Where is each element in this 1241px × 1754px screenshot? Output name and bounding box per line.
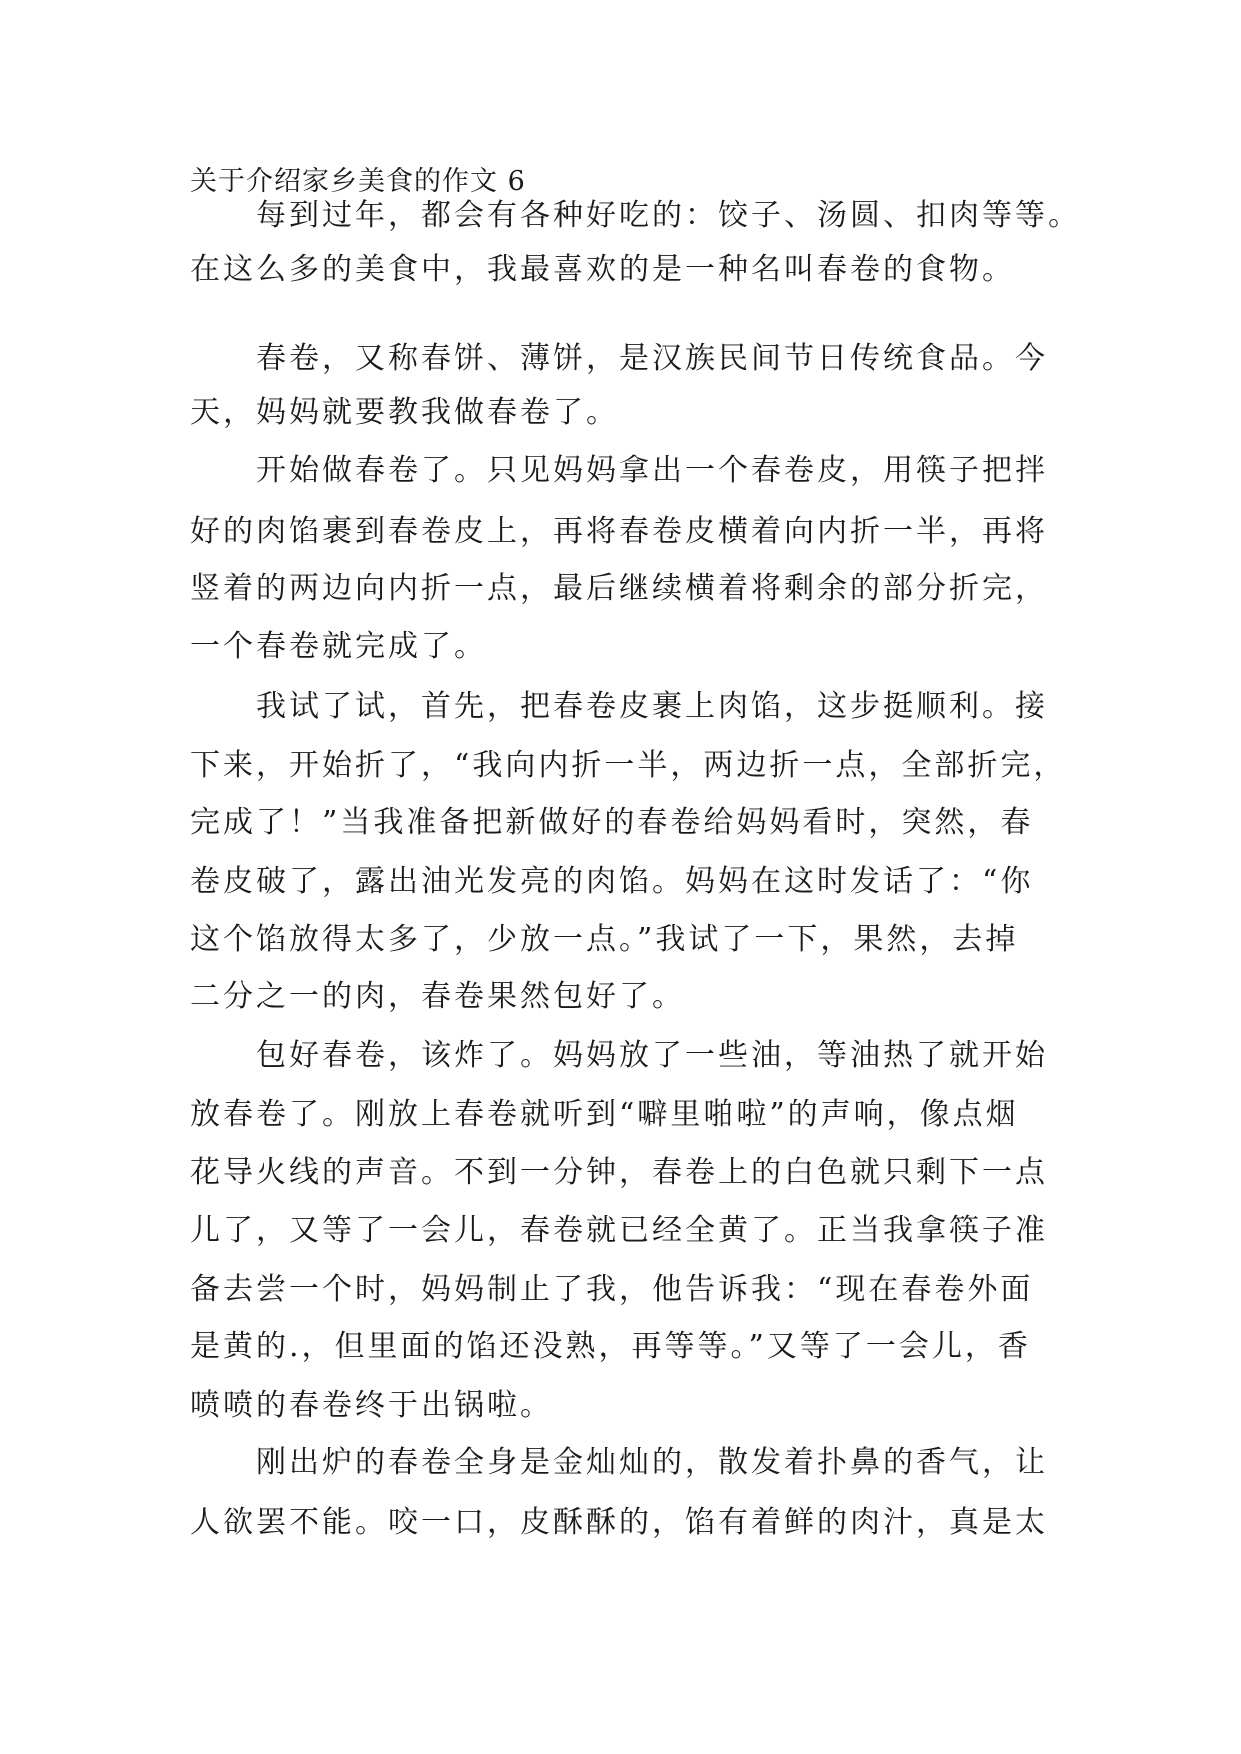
text-line: 好的肉馅裹到春卷皮上，再将春卷皮横着向内折一半，再将 — [190, 514, 1048, 549]
text-line: 人欲罢不能。咬一口，皮酥酥的，馅有着鲜的肉汁，真是太 — [190, 1505, 1048, 1540]
text-line: 包好春卷，该炸了。妈妈放了一些油，等油热了就开始 — [256, 1038, 1048, 1073]
text-line: 放春卷了。刚放上春卷就听到“噼里啪啦”的声响，像点烟 — [190, 1097, 1019, 1132]
text-line: 我试了试，首先，把春卷皮裹上肉馅，这步挺顺利。接 — [256, 689, 1048, 724]
text-line: 儿了，又等了一会儿，春卷就已经全黄了。正当我拿筷子准 — [190, 1213, 1048, 1248]
document-title: 关于介绍家乡美食的作文 6 — [190, 166, 526, 197]
text-line: 卷皮破了，露出油光发亮的肉馅。妈妈在这时发话了：“你 — [190, 864, 1034, 899]
text-line: 竖着的两边向内折一点，最后继续横着将剩余的部分折完， — [190, 571, 1048, 606]
text-line: 春卷，又称春饼、薄饼，是汉族民间节日传统食品。今 — [256, 341, 1048, 376]
text-line: 下来，开始折了，“我向内折一半，两边折一点，全部折完， — [190, 748, 1067, 783]
text-line: 喷喷的春卷终于出锅啦。 — [190, 1388, 553, 1423]
text-line: 这个馅放得太多了，少放一点。”我试了一下，果然，去掉 — [190, 922, 1019, 957]
text-line: 二分之一的肉，春卷果然包好了。 — [190, 979, 685, 1014]
text-line: 开始做春卷了。只见妈妈拿出一个春卷皮，用筷子把拌 — [256, 453, 1048, 488]
text-line: 在这么多的美食中，我最喜欢的是一种名叫春卷的食物。 — [190, 252, 1015, 287]
text-line: 每到过年，都会有各种好吃的：饺子、汤圆、扣肉等等。 — [256, 198, 1081, 233]
text-line: 刚出炉的春卷全身是金灿灿的，散发着扑鼻的香气，让 — [256, 1445, 1048, 1480]
text-line: 天，妈妈就要教我做春卷了。 — [190, 395, 619, 430]
text-line: 一个春卷就完成了。 — [190, 629, 487, 664]
text-line: 完成了！”当我准备把新做好的春卷给妈妈看时，突然，春 — [190, 805, 1034, 840]
text-line: 花导火线的声音。不到一分钟，春卷上的白色就只剩下一点 — [190, 1155, 1048, 1190]
text-line: 是黄的.，但里面的馅还没熟，再等等。”又等了一会儿，香 — [190, 1329, 1031, 1364]
text-line: 备去尝一个时，妈妈制止了我，他告诉我：“现在春卷外面 — [190, 1272, 1034, 1307]
